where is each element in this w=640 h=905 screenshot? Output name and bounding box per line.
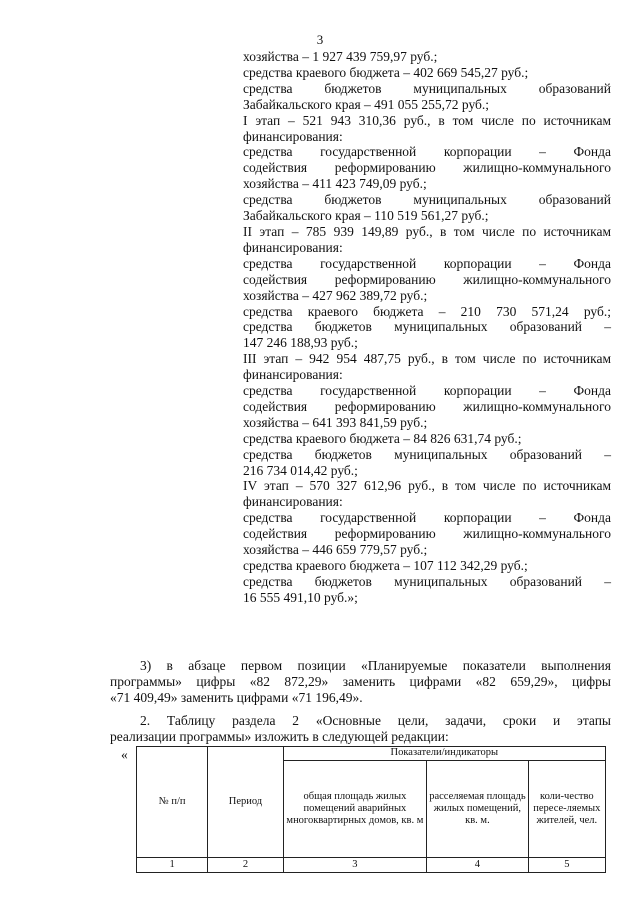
text-line: хозяйства – 1 927 439 759,97 руб.; (243, 49, 438, 64)
text-line: финансирования: (243, 494, 343, 510)
header-resettled-area: расселяемая площадь жилых помещений, кв. м. (427, 761, 528, 858)
header-num: № п/п (137, 747, 208, 858)
text-line: Забайкальского края – 110 519 561,27 руб.; (243, 208, 489, 224)
amendment-item-3 (110, 658, 611, 706)
text-line: хозяйства – 427 962 389,72 руб.; (243, 287, 428, 303)
text-line: средства государственной корпорации – Фонда (243, 510, 611, 526)
column-number: 4 (427, 858, 528, 873)
text-line: содействия реформированию жилищно-коммунального (243, 160, 611, 176)
item3-line: 3) в абзаце первом позиции «Планируемые показатели выполнения (140, 658, 611, 673)
text-line: содействия реформированию жилищно-коммунального (243, 398, 611, 414)
text-line: II этап – 785 939 149,89 руб., в том числе по источникам (243, 223, 611, 239)
text-line: хозяйства – 641 393 841,59 руб.; (243, 414, 428, 430)
text-line: средства бюджетов муниципальных образований – (243, 319, 611, 335)
text-line: содействия реформированию жилищно-коммунального (243, 526, 611, 542)
text-line: финансирования: (243, 239, 343, 255)
text-line: средства бюджетов муниципальных образований (243, 80, 611, 96)
text-line: средства бюджетов муниципальных образований (243, 192, 611, 208)
text-line: Забайкальского края – 491 055 255,72 руб.; (243, 96, 490, 112)
opening-quote: « (121, 747, 128, 762)
text-line: содействия реформированию жилищно-коммунального (243, 271, 611, 287)
header-total-area: общая площадь жилых помещений аварийных многоквартирных домов, кв. м (283, 761, 427, 858)
header-residents: коли-чество пересе-ляемых жителей, чел. (528, 761, 605, 858)
text-line: финансирования: (243, 367, 343, 383)
column-number: 3 (283, 858, 427, 873)
amendment-item-2 (110, 713, 611, 745)
indicators-table (136, 746, 606, 873)
item2-line: 2. Таблицу раздела 2 «Основные цели, задачи, сроки и этапы (140, 713, 611, 728)
item2-line: реализации программы» изложить в следующей редакции: (110, 728, 449, 744)
text-line: 16 555 491,10 руб.»; (243, 589, 358, 605)
header-indicators: Показатели/индикаторы (283, 747, 605, 761)
text-line: хозяйства – 411 423 749,09 руб.; (243, 176, 427, 192)
text-line: средства бюджетов муниципальных образований – (243, 573, 611, 589)
text-line: средства государственной корпорации – Фонда (243, 144, 611, 160)
text-line: 147 246 188,93 руб.; (243, 335, 358, 351)
text-line: средства государственной корпорации – Фонда (243, 383, 611, 399)
page-number: 3 (316, 32, 324, 47)
item3-line: программы» цифры «82 872,29» заменить цифрами «82 659,29», цифры (110, 673, 611, 689)
column-number: 1 (137, 858, 208, 873)
text-line: IV этап – 570 327 612,96 руб., в том числе по источникам (243, 478, 611, 494)
text-line: хозяйства – 446 659 779,57 руб.; (243, 542, 428, 558)
text-line: III этап – 942 954 487,75 руб., в том числе по источникам (243, 351, 611, 367)
column-number: 2 (208, 858, 283, 873)
text-line: средства государственной корпорации – Фонда (243, 255, 611, 271)
text-line: I этап – 521 943 310,36 руб., в том числе по источникам (243, 112, 611, 128)
item3-line: «71 409,49» заменить цифрами «71 196,49». (110, 689, 363, 705)
column-number: 5 (528, 858, 605, 873)
financing-text-block (243, 49, 611, 606)
text-line: финансирования: (243, 128, 343, 144)
text-line: средства краевого бюджета – 107 112 342,29 руб.; (243, 558, 528, 573)
text-line: 216 734 014,42 руб.; (243, 462, 358, 478)
text-line: средства краевого бюджета – 402 669 545,27 руб.; (243, 64, 529, 80)
text-line: средства краевого бюджета – 210 730 571,24 руб.; (243, 303, 611, 319)
header-period: Период (208, 747, 283, 858)
text-line: средства краевого бюджета – 84 826 631,74 руб.; (243, 430, 522, 446)
text-line: средства бюджетов муниципальных образований – (243, 446, 611, 462)
